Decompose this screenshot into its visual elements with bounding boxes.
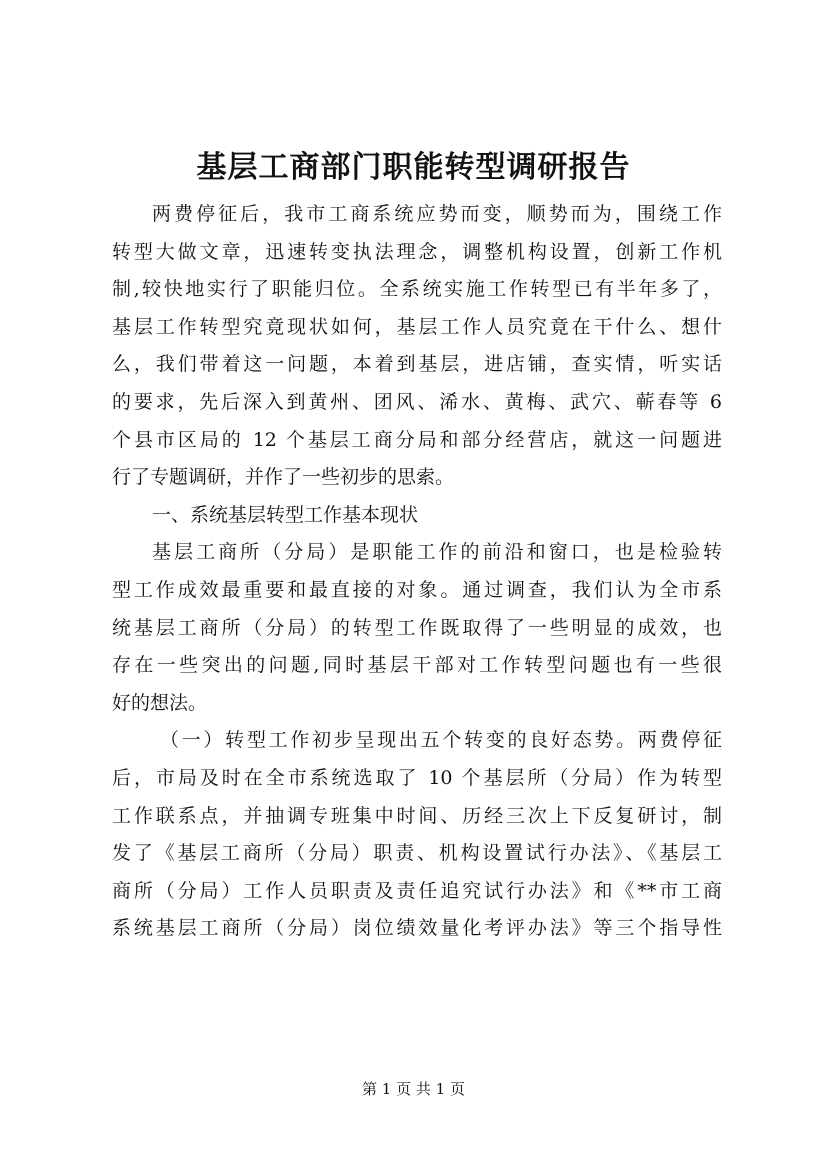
paragraph-line: 个县市区局的 12 个基层工商分局和部分经营店，就这一问题进 — [112, 428, 722, 451]
paragraph-line: 系统基层工商所（分局）岗位绩效量化考评办法》等三个指导性 — [112, 917, 722, 940]
paragraph-line: 发了《基层工商所（分局）职责、机构设置试行办法》、《基层工 — [112, 842, 722, 865]
paragraph-line: 的要求，先后深入到黄州、团风、浠水、黄梅、武穴、蕲春等 6 — [112, 390, 722, 413]
paragraph-line: 转型大做文章，迅速转变执法理念，调整机构设置，创新工作机 — [112, 240, 722, 263]
paragraph-line: 好的想法。 — [112, 691, 208, 714]
paragraph-line: 基层工作转型究竟现状如何，基层工作人员究竟在干什么、想什 — [112, 315, 722, 338]
paragraph-line: 两费停征后，我市工商系统应势而变，顺势而为，围绕工作 — [152, 203, 722, 225]
paragraph-line: 基层工商所（分局）是职能工作的前沿和窗口，也是检验转 — [152, 541, 722, 564]
paragraph-line: 么，我们带着这一问题，本着到基层，进店铺，查实情，听实话 — [112, 353, 722, 376]
paragraph-line: 统基层工商所（分局）的转型工作既取得了一些明显的成效，也 — [112, 616, 722, 639]
document-title: 基层工商部门职能转型调研报告 — [196, 150, 631, 185]
page-footer: 第 1 页 共 1 页 — [362, 1080, 465, 1098]
paragraph-line: 制,较快地实行了职能归位。全系统实施工作转型已有半年多了， — [112, 278, 722, 301]
paragraph-line: 后，市局及时在全市系统选取了 10 个基层所（分局）作为转型 — [112, 766, 722, 789]
section-heading: 一、系统基层转型工作基本现状 — [152, 503, 419, 526]
paragraph-line: （一）转型工作初步呈现出五个转变的良好态势。两费停征 — [160, 729, 722, 752]
document-body — [112, 196, 722, 948]
paragraph-line: 工作联系点，并抽调专班集中时间、历经三次上下反复研讨，制 — [112, 804, 722, 827]
paragraph-line: 商所（分局）工作人员职责及责任追究试行办法》和《**市工商 — [112, 879, 722, 902]
paragraph-line: 存在一些突出的问题,同时基层干部对工作转型问题也有一些很 — [112, 654, 722, 677]
paragraph-line: 型工作成效最重要和最直接的对象。通过调查，我们认为全市系 — [112, 578, 722, 601]
paragraph-line: 行了专题调研，并作了一些初步的思索。 — [112, 466, 455, 489]
